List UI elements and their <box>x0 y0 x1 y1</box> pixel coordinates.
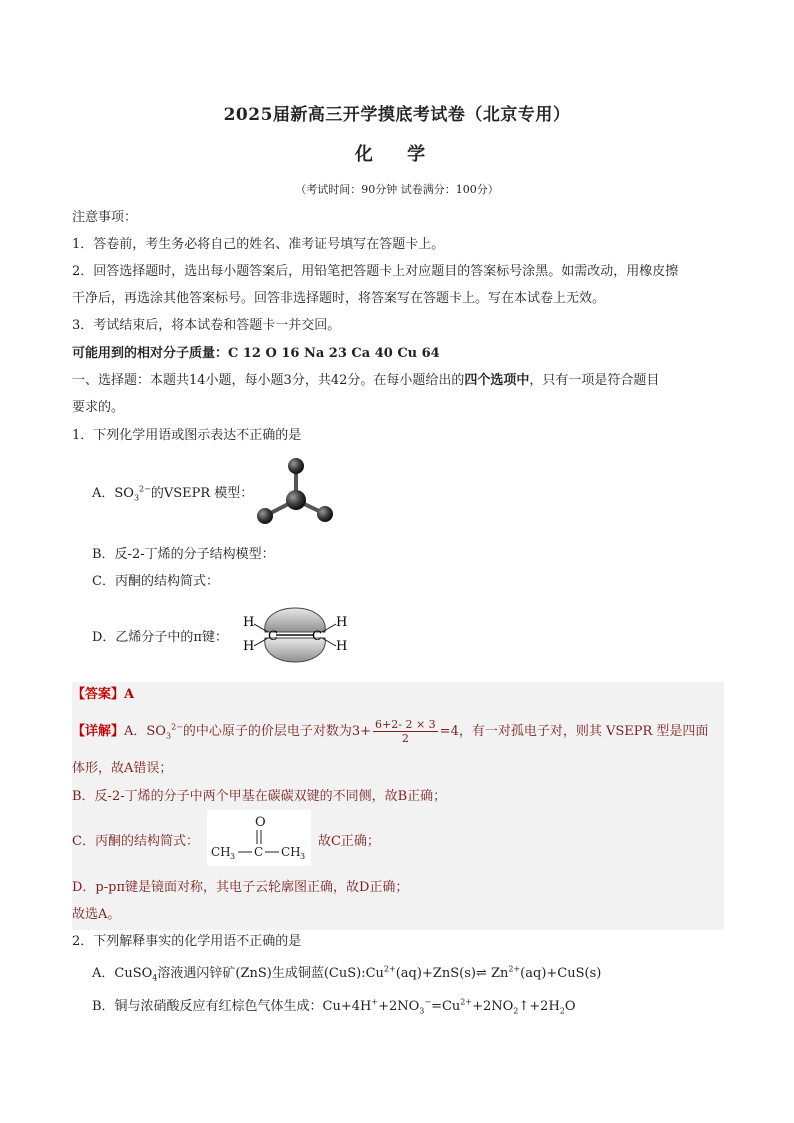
detail-a <box>72 718 708 745</box>
detail-c-suffix: ，故C正确； <box>304 834 380 849</box>
q2-optA-sub4: 4 <box>152 973 158 983</box>
detail-a-line2: 体形，故A错误； <box>72 761 173 776</box>
answer-tag: 【答案】 <box>72 687 125 702</box>
answer-line <box>72 683 134 702</box>
q1-optA-suffix: 的VSEPR 模型： <box>150 486 254 501</box>
acetone-structure-image <box>207 810 311 866</box>
q2-optB-sup2: − <box>424 997 432 1007</box>
ethylene-h4: H <box>336 639 348 654</box>
atomic-masses: 可能用到的相对分子质量：C 12 O 16 Na 23 Ca 40 Cu 64 <box>72 346 440 361</box>
q2-optB-o: O <box>564 999 576 1014</box>
q2-optB-sub2: 2 <box>513 1006 519 1016</box>
q1-stem: 1．下列化学用语或图示表达不正确的是 <box>72 428 302 443</box>
section-intro-c: ，只有一项是符合题目 <box>529 373 660 388</box>
detail-a-rest: =4，有一对孤电子对，则其 VSEPR 型是四面 <box>439 724 709 739</box>
vsepr-model-image <box>250 454 340 530</box>
note-item-3: 3．考试结束后，将本试卷和答题卡一并交回。 <box>72 318 341 333</box>
q2-optA-mid: 溶液遇闪锌矿(ZnS)生成铜蓝(CuS):Cu <box>157 966 384 981</box>
q2-optA-end: (aq)+CuS(s) <box>520 966 602 981</box>
detail-a-sup: 2− <box>171 722 183 732</box>
section-intro <box>72 369 659 388</box>
conclusion: 故选A。 <box>72 907 121 922</box>
q1-option-a <box>92 482 253 503</box>
ethylene-h2: H <box>243 639 255 654</box>
ethylene-h3: H <box>336 615 348 630</box>
q1-option-c: C．丙酮的结构简式： <box>92 574 219 589</box>
answer-value: A <box>124 687 135 702</box>
q1-optA-sub: 3 <box>133 493 140 503</box>
acetone-sub-right: 3 <box>300 852 306 861</box>
note-item-1: 1．答卷前，考生务必将自己的姓名、准考证号填写在答题卡上。 <box>72 237 445 252</box>
q2-optA-mid2: (aq)+ZnS(s)⇌ Zn <box>395 966 509 981</box>
detail-d: D．p-pπ键是镜面对称，其电子云轮廓图正确，故D正确； <box>72 880 409 895</box>
pi-bond-image <box>240 598 350 672</box>
detail-a-sub: 3 <box>165 731 172 741</box>
detail-a-prefix: A．SO <box>124 724 166 739</box>
q2-option-a <box>92 962 601 983</box>
q2-optB-prefix: B．铜与浓硝酸反应有红棕色气体生成：Cu+4H <box>92 999 372 1014</box>
acetone-sub-left: 3 <box>230 852 236 861</box>
q1-option-b: B．反-2-丁烯的分子结构模型： <box>92 547 275 562</box>
q2-optB-mid2: =Cu <box>431 999 461 1014</box>
q2-optB-end: ↑+2H <box>518 999 560 1014</box>
q2-optB-sub3: 2 <box>559 1006 565 1016</box>
section-intro-emph: 四个选项中 <box>464 373 530 388</box>
valence-fraction <box>373 718 438 745</box>
q2-stem: 2．下列解释事实的化学用语不正确的是 <box>72 934 302 949</box>
q2-optA-sup1: 2+ <box>383 964 396 974</box>
acetone-ch3-left: CH <box>211 845 231 859</box>
q2-optB-sup3: 2+ <box>460 997 473 1007</box>
fraction-denominator: 2 <box>401 732 409 745</box>
fraction-numerator: 6+2- 2 × 3 <box>375 718 436 731</box>
q2-optB-mid: +2NO <box>378 999 420 1014</box>
q2-optA-sup2: 2+ <box>508 964 521 974</box>
note-item-2-cont: 干净后，再选涂其他答案标号。回答非选择题时，将答案写在答题卡上。写在本试卷上无效。 <box>72 291 606 306</box>
q1-option-d: D．乙烯分子中的π键： <box>92 630 228 645</box>
ethylene-c2: C <box>312 629 322 644</box>
q2-optA-prefix: A．CuSO <box>92 966 153 981</box>
ethylene-c1: C <box>268 629 278 644</box>
detail-tag: 【详解】 <box>72 724 125 739</box>
section-intro-a: 一、选择题：本题共14小题，每小题3分，共42分。在每小题给出的 <box>72 373 465 388</box>
q1-optA-sup: 2− <box>139 484 151 494</box>
page-title: 2025届新高三开学摸底考试卷（北京专用） <box>223 105 571 125</box>
exam-info: （考试时间：90分钟 试卷满分：100分） <box>295 183 499 196</box>
notes-heading: 注意事项： <box>72 210 138 225</box>
detail-a-mid: 的中心原子的价层电子对数为3+ <box>182 724 372 739</box>
subject-title: 化 学 <box>354 144 440 165</box>
q1-optA-prefix: A．SO <box>92 486 134 501</box>
q2-option-b <box>92 995 576 1016</box>
ethylene-h1: H <box>243 615 255 630</box>
q2-optB-sup1: + <box>371 997 379 1007</box>
q2-optB-mid3: +2NO <box>472 999 514 1014</box>
q2-optB-sub1: 3 <box>419 1006 425 1016</box>
acetone-o: O <box>255 815 266 830</box>
detail-c-prefix: C．丙酮的结构简式： <box>72 834 199 849</box>
detail-b: B．反-2-丁烯的分子中两个甲基在碳碳双键的不同侧，故B正确； <box>72 789 447 804</box>
acetone-c: C <box>254 845 264 859</box>
note-item-2: 2．回答选择题时，选出每小题答案后，用铅笔把答题卡上对应题目的答案标号涂黑。如需改动，用橡皮擦 <box>72 264 679 279</box>
section-intro-line2: 要求的。 <box>72 400 125 415</box>
acetone-ch3-right: CH <box>281 845 301 859</box>
